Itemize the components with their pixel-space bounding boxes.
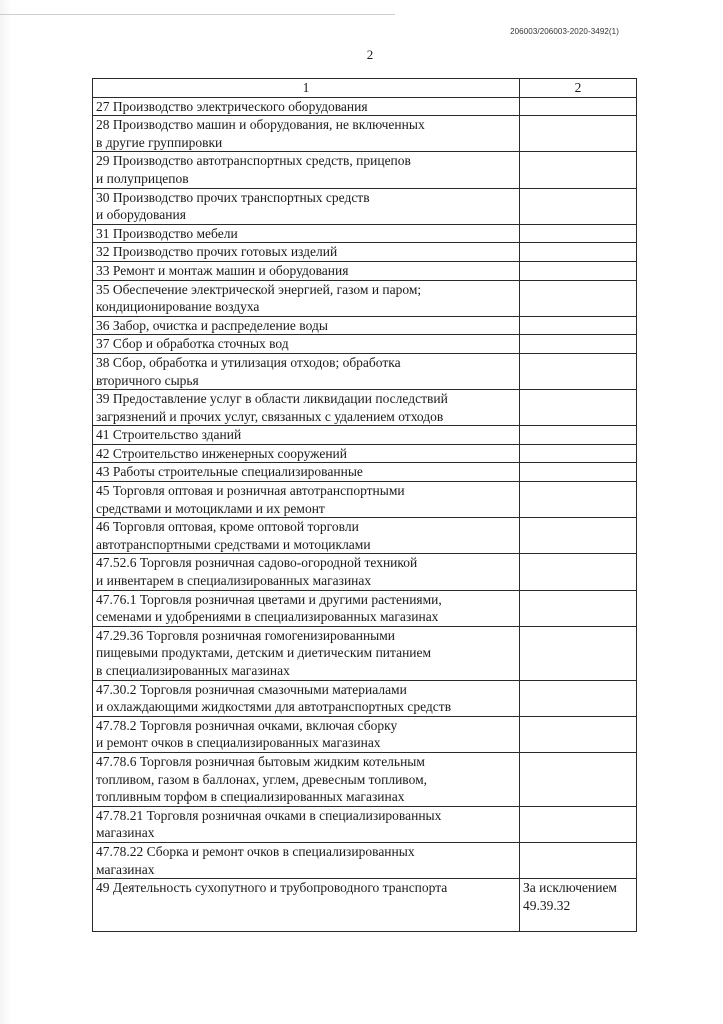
activity-cell: 47.30.2 Торговля розничная смазочными материалами и охлаждающими жидкостями для автотранспортных средств (93, 680, 520, 716)
table-row (93, 390, 637, 426)
activity-cell: 31 Производство мебели (93, 224, 520, 243)
activity-cell: 29 Производство автотранспортных средств, прицепов и полуприцепов (93, 152, 520, 188)
note-cell (520, 590, 637, 626)
activity-cell: 32 Производство прочих готовых изделий (93, 243, 520, 262)
activity-cell: 30 Производство прочих транспортных средств и оборудования (93, 188, 520, 224)
table-row (93, 188, 637, 224)
activity-cell: 36 Забор, очистка и распределение воды (93, 316, 520, 335)
table-row (93, 752, 637, 806)
activity-cell: 33 Ремонт и монтаж машин и оборудования (93, 261, 520, 280)
note-cell (520, 353, 637, 389)
activity-table (92, 78, 637, 932)
scan-edge-shadow (0, 0, 12, 1024)
table-row (93, 243, 637, 262)
table-row (93, 426, 637, 445)
note-cell (520, 554, 637, 590)
table-row (93, 444, 637, 463)
document-id: 206003/206003-2020-3492(1) (510, 27, 619, 36)
table-row (93, 879, 637, 932)
table-row (93, 261, 637, 280)
table-row (93, 224, 637, 243)
table-row (93, 335, 637, 354)
table-row (93, 152, 637, 188)
table-row (93, 463, 637, 482)
note-cell (520, 152, 637, 188)
activity-cell: 41 Строительство зданий (93, 426, 520, 445)
activity-cell: 47.78.22 Сборка и ремонт очков в специализированных магазинах (93, 842, 520, 878)
table-row (93, 554, 637, 590)
table-row (93, 590, 637, 626)
activity-cell: 47.78.2 Торговля розничная очками, включая сборку и ремонт очков в специализированных магазинах (93, 716, 520, 752)
activity-cell: 28 Производство машин и оборудования, не включенных в другие группировки (93, 116, 520, 152)
activity-cell: 47.52.6 Торговля розничная садово-огородной техникой и инвентарем в специализированных магазинах (93, 554, 520, 590)
table-row (93, 280, 637, 316)
note-cell (520, 752, 637, 806)
table-row (93, 680, 637, 716)
column-header-1: 1 (93, 79, 520, 98)
table-row (93, 353, 637, 389)
note-cell (520, 444, 637, 463)
note-cell (520, 426, 637, 445)
note-cell (520, 716, 637, 752)
activity-cell: 43 Работы строительные специализированные (93, 463, 520, 482)
activity-cell: 47.78.6 Торговля розничная бытовым жидким котельным топливом, газом в баллонах, углем, древесным топливом, топливным торфом в специализированных магазинах (93, 752, 520, 806)
activity-cell: 47.29.36 Торговля розничная гомогенизированными пищевыми продуктами, детским и диетическим питанием в специализированных магазинах (93, 626, 520, 680)
top-rule-line (0, 14, 395, 15)
note-cell (520, 390, 637, 426)
activity-cell: 47.76.1 Торговля розничная цветами и другими растениями, семенами и удобрениями в специализированных магазинах (93, 590, 520, 626)
note-cell (520, 518, 637, 554)
activity-cell: 35 Обеспечение электрической энергией, газом и паром; кондиционирование воздуха (93, 280, 520, 316)
note-cell (520, 116, 637, 152)
table-row (93, 716, 637, 752)
activity-cell: 47.78.21 Торговля розничная очками в специализированных магазинах (93, 806, 520, 842)
note-cell (520, 482, 637, 518)
activity-cell: 49 Деятельность сухопутного и трубопроводного транспорта (93, 879, 520, 932)
page-number: 2 (366, 47, 374, 62)
note-cell (520, 280, 637, 316)
table-row (93, 482, 637, 518)
activity-cell: 39 Предоставление услуг в области ликвидации последствий загрязнений и прочих услуг, связанных с удалением отходов (93, 390, 520, 426)
note-cell (520, 316, 637, 335)
note-cell (520, 463, 637, 482)
table-header-row (93, 79, 637, 98)
note-cell (520, 261, 637, 280)
activity-cell: 27 Производство электрического оборудования (93, 97, 520, 116)
table-row (93, 97, 637, 116)
activity-cell: 46 Торговля оптовая, кроме оптовой торговли автотранспортными средствами и мотоциклами (93, 518, 520, 554)
activity-cell: 38 Сбор, обработка и утилизация отходов; обработка вторичного сырья (93, 353, 520, 389)
note-cell (520, 97, 637, 116)
activity-cell: 42 Строительство инженерных сооружений (93, 444, 520, 463)
column-header-2: 2 (520, 79, 637, 98)
activity-cell: 37 Сбор и обработка сточных вод (93, 335, 520, 354)
note-cell (520, 188, 637, 224)
note-cell (520, 806, 637, 842)
table-row (93, 518, 637, 554)
table-row (93, 626, 637, 680)
activity-cell: 45 Торговля оптовая и розничная автотранспортными средствами и мотоциклами и их ремонт (93, 482, 520, 518)
table-row (93, 116, 637, 152)
note-cell (520, 680, 637, 716)
table-row (93, 316, 637, 335)
note-cell (520, 243, 637, 262)
table-row (93, 806, 637, 842)
note-cell (520, 335, 637, 354)
table-row (93, 842, 637, 878)
note-cell (520, 626, 637, 680)
note-cell: За исключением 49.39.32 (520, 879, 637, 932)
note-cell (520, 842, 637, 878)
note-cell (520, 224, 637, 243)
